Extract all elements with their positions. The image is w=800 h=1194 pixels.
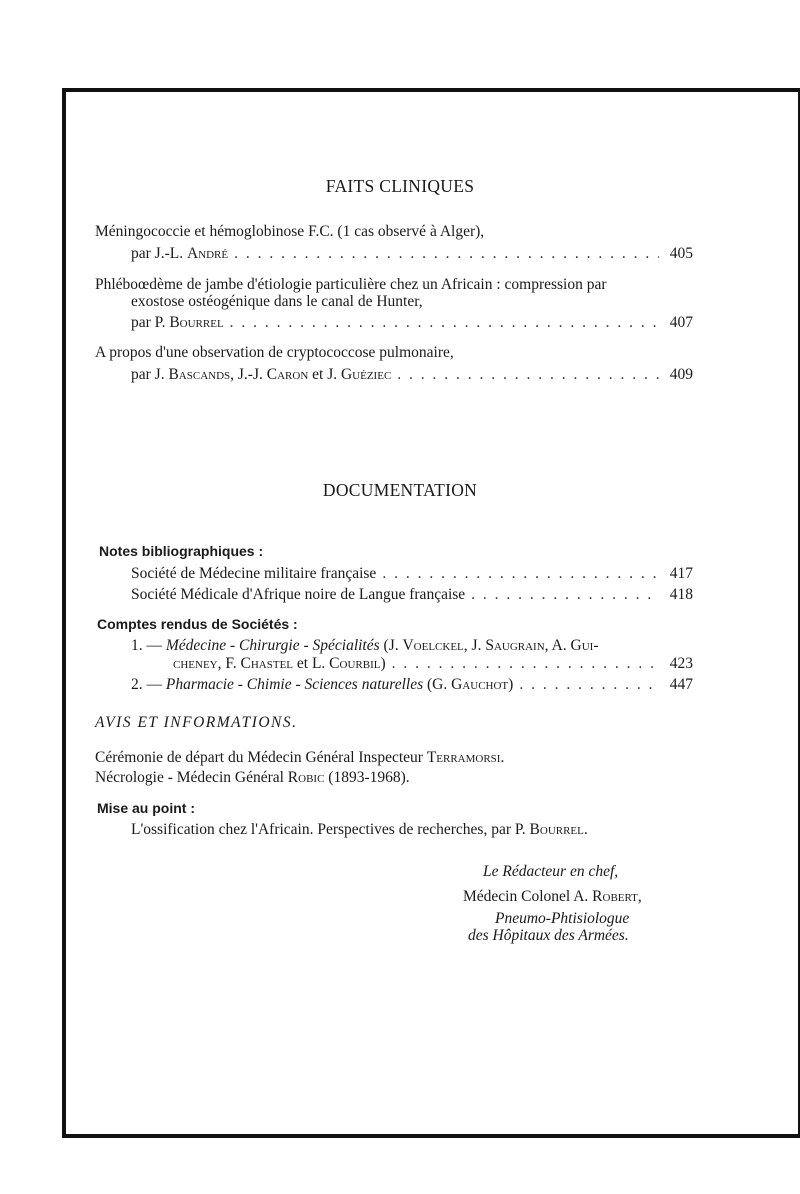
entry-1-page: 405 bbox=[669, 245, 693, 262]
leader-dots bbox=[397, 365, 659, 385]
leader-dots bbox=[230, 313, 659, 333]
compte-2-page: 447 bbox=[669, 676, 693, 693]
avis-line-1: Cérémonie de départ du Médecin Général Inspecteur Terramorsi. bbox=[95, 749, 505, 766]
entry-2-byline: par P. Bourrel bbox=[131, 314, 224, 331]
note-1-page: 417 bbox=[669, 565, 693, 582]
entry-1-byline: par J.-L. André bbox=[131, 245, 229, 262]
compte-1-line2-row bbox=[173, 654, 693, 674]
entry-2-title-line1: Phléboœdème de jambe d'étiologie particulière chez un Africain : compression par bbox=[95, 276, 607, 293]
note-2-row bbox=[131, 585, 693, 605]
leader-dots bbox=[382, 564, 659, 584]
entry-1-title: Méningococcie et hémoglobinose F.C. (1 cas observé à Alger), bbox=[95, 223, 485, 240]
section-title-documentation: DOCUMENTATION bbox=[322, 480, 478, 500]
entry-3-title: A propos d'une observation de cryptococcose pulmonaire, bbox=[95, 344, 454, 361]
entry-1-byline-row bbox=[131, 244, 693, 264]
signature-institution: des Hôpitaux des Armées. bbox=[468, 927, 629, 944]
compte-1-line2: cheney, F. Chastel et L. Courbil) bbox=[173, 655, 386, 672]
entry-2-byline-row bbox=[131, 313, 693, 333]
signature-name: Médecin Colonel A. Robert, bbox=[463, 888, 642, 905]
entry-2-page: 407 bbox=[669, 314, 693, 331]
leader-dots bbox=[392, 654, 659, 674]
signature-role: Le Rédacteur en chef, bbox=[483, 863, 619, 880]
note-1-row bbox=[131, 564, 693, 584]
entry-3-byline-row bbox=[131, 365, 693, 385]
leader-dots bbox=[471, 585, 659, 605]
note-2-label: Société Médicale d'Afrique noire de Langue française bbox=[131, 586, 466, 603]
entry-3-byline: par J. Bascands, J.-J. Caron et J. Guéziec bbox=[131, 366, 392, 383]
note-2-page: 418 bbox=[669, 586, 693, 603]
leader-dots bbox=[234, 244, 659, 264]
compte-1-page: 423 bbox=[669, 655, 693, 672]
section-title-faits-cliniques: FAITS CLINIQUES bbox=[325, 176, 475, 196]
entry-3-page: 409 bbox=[669, 366, 693, 383]
compte-2-label: 2. — Pharmacie - Chimie - Sciences naturelles (G. Gauchot) bbox=[131, 676, 514, 693]
mise-au-point-text: L'ossification chez l'Africain. Perspectives de recherches, par P. Bourrel. bbox=[131, 821, 588, 838]
avis-heading: AVIS ET INFORMATIONS. bbox=[95, 714, 298, 731]
leader-dots bbox=[519, 675, 659, 695]
mise-au-point-heading: Mise au point : bbox=[97, 800, 195, 816]
notes-bibliographiques-heading: Notes bibliographiques : bbox=[99, 543, 264, 559]
compte-2-row bbox=[131, 675, 693, 695]
signature-specialty: Pneumo-Phtisiologue bbox=[495, 910, 630, 927]
note-1-label: Société de Médecine militaire française bbox=[131, 565, 377, 582]
compte-1-line1: 1. — Médecine - Chirurgie - Spécialités (J. Voelckel, J. Saugrain, A. Gui- bbox=[131, 637, 599, 654]
comptes-rendus-heading: Comptes rendus de Sociétés : bbox=[97, 616, 298, 632]
avis-line-2: Nécrologie - Médecin Général Robic (1893-1968). bbox=[95, 769, 410, 786]
entry-2-title-line2: exostose ostéogénique dans le canal de Hunter, bbox=[131, 293, 423, 310]
